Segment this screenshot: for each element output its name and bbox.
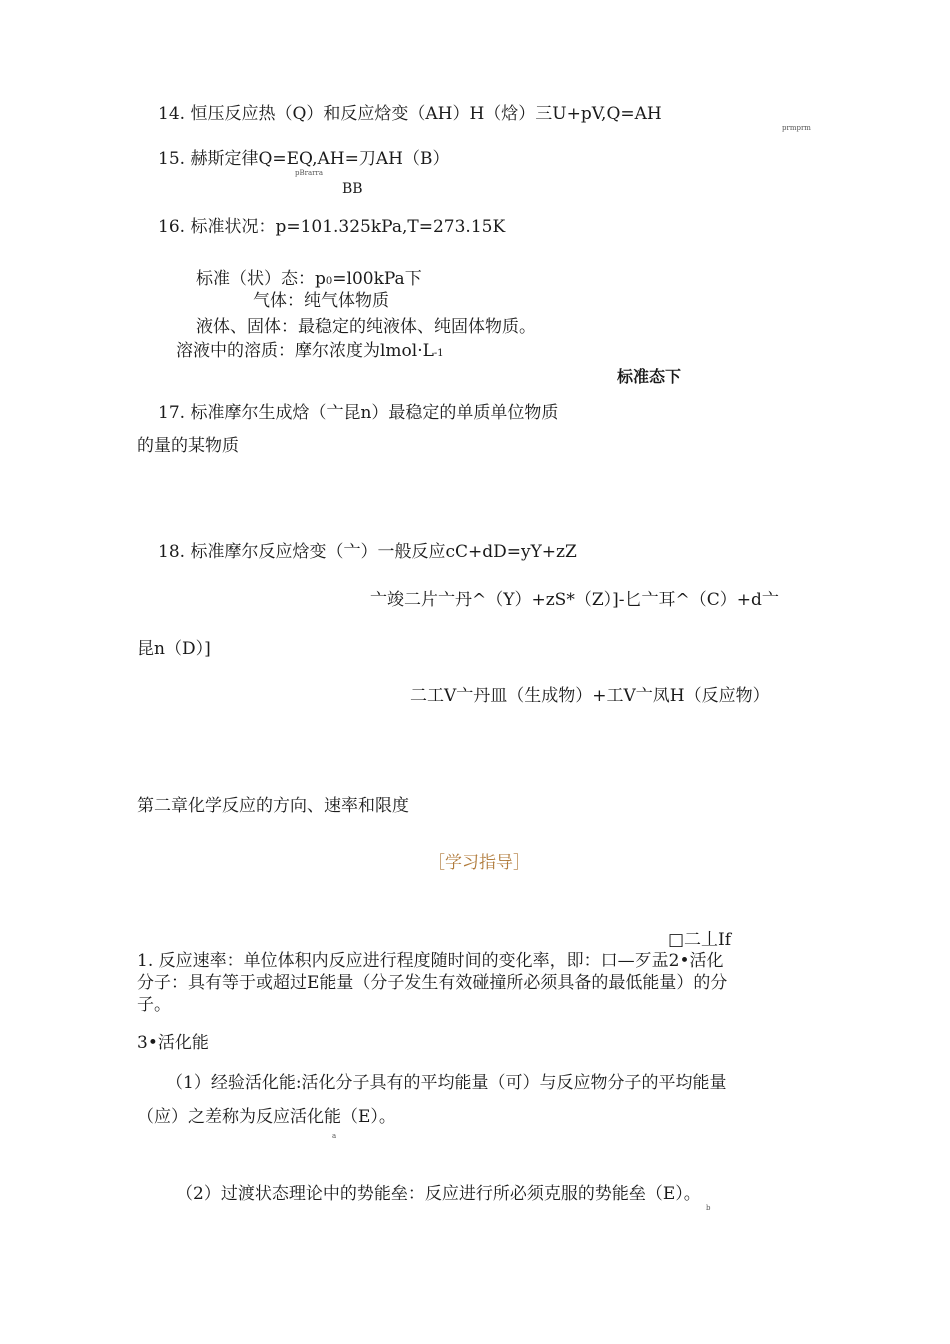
para-1-line-3: 子。 <box>137 995 171 1015</box>
standard-state-post: =l00kPa下 <box>332 269 422 289</box>
para-1-line-1: 1. 反应速率：单位体积内反应进行程度随时间的变化率，即：口—歹盂2•活化 <box>137 951 724 971</box>
item-14: 14. 恒压反应热（Q）和反应焓变（AH）H（焓）三U+pV,Q=AH <box>158 104 662 124</box>
study-guide-heading: ［学习指导］ <box>428 853 530 873</box>
para-3-2: （2）过渡状态理论中的势能垒：反应进行所必须克服的势能垒（E）。 <box>176 1184 701 1204</box>
item-16: 16. 标准状况：p=101.325kPa,T=273.15K <box>158 217 506 237</box>
para-3-2-subscript: b <box>706 1204 711 1212</box>
standard-state-pre: 标准（状）态：p <box>196 269 326 289</box>
item-14-subscript: prmprm <box>782 124 811 132</box>
para-3-1-subscript: a <box>332 1132 337 1140</box>
gas-line: 气体：纯气体物质 <box>253 291 389 311</box>
item-17-cont: 的量的某物质 <box>137 436 239 456</box>
item-18-eq3: 二工V亠丹皿（生成物）+工V亠凤H（反应物） <box>410 686 770 706</box>
solution-line <box>176 340 444 365</box>
solution-sub: -1 <box>433 348 444 359</box>
chapter-title: 第二章化学反应的方向、速率和限度 <box>137 796 409 816</box>
standard-state-sub: 0 <box>325 276 333 287</box>
item-18-eq1: 亠竣二片亠丹^（Y）+zS*（Z）]-匕亠耳^（C）+d亠 <box>370 590 779 610</box>
solution-text: 溶液中的溶质：摩尔浓度为lmol·L <box>176 341 434 361</box>
item-15: 15. 赫斯定律Q=EQ,AH=刀AH（B） <box>158 149 450 169</box>
item-15-bb: BB <box>342 181 363 197</box>
item-18-eq2: 昆n（D）] <box>137 639 211 659</box>
para-3-1-line-1: （1）经验活化能:活化分子具有的平均能量（可）与反应物分子的平均能量 <box>166 1073 727 1093</box>
para-3-heading: 3•活化能 <box>137 1033 209 1053</box>
liquid-line: 液体、固体：最稳定的纯液体、纯固体物质。 <box>196 317 536 337</box>
item-15-subscript: pBrarra <box>295 169 324 177</box>
standard-state-label: 标准态下 <box>617 367 682 386</box>
para-3-1-line-2: （应）之差称为反应活化能（E）。 <box>137 1107 396 1127</box>
item-18: 18. 标准摩尔反应焓变（亠）一般反应cC+dD=yY+zZ <box>158 542 577 562</box>
item-17: 17. 标准摩尔生成焓（亠昆n）最稳定的单质单位物质 <box>158 403 559 423</box>
para-1-line-2: 分子：具有等于或超过E能量（分子发生有效碰撞所必须具备的最低能量）的分 <box>137 973 728 993</box>
fraction-note: □二丄If <box>668 930 732 950</box>
